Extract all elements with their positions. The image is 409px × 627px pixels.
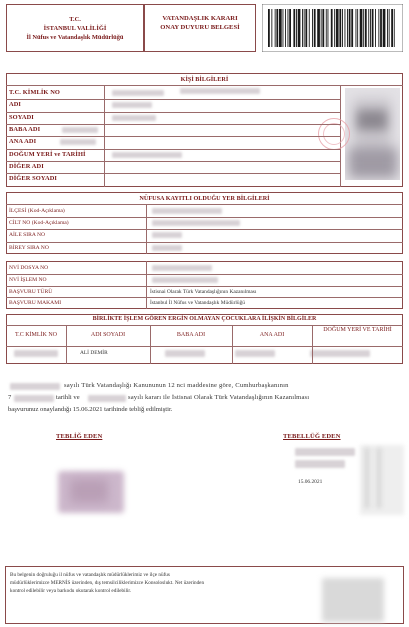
registry-label: İLÇESİ (Kod-Açıklama) bbox=[9, 208, 65, 214]
application-value: İstanbul İl Nüfus ve Vatandaşlık Müdürlüğü bbox=[150, 300, 245, 307]
registry-value-redacted bbox=[152, 208, 222, 214]
footer-line1: Bu belgenin doğruluğu il nüfus ve vatandaşlık müdürlüklerimiz ve ilçe nüfus bbox=[10, 572, 170, 578]
children-col-header: BABA ADI bbox=[176, 332, 206, 338]
personal-label: T.C. KİMLİK NO bbox=[9, 89, 60, 96]
signature-left-title: TEBLİĞ EDEN bbox=[56, 433, 103, 440]
statement-redact-3 bbox=[88, 395, 126, 402]
personal-value-redacted bbox=[180, 88, 260, 94]
statement-redact-1 bbox=[10, 383, 60, 390]
personal-value-redacted bbox=[112, 102, 152, 108]
statement-line3: başvurunuz onaylandığı 15.06.2021 tarihinde tebliğ edilmiştir. bbox=[8, 406, 173, 413]
children-col-header: DOĞUM YERİ VE TARİHİ bbox=[323, 327, 392, 333]
registry-value-redacted bbox=[152, 220, 240, 226]
personal-value-redacted bbox=[112, 115, 156, 121]
personal-value-redacted bbox=[112, 90, 164, 96]
personal-value-redacted bbox=[62, 127, 98, 133]
signature-right-name-redacted bbox=[295, 448, 355, 456]
registry-label: BİREY SIRA NO bbox=[9, 244, 49, 251]
personal-label: ANA ADI bbox=[9, 138, 37, 146]
statement-line2-c: sayılı kararı ile İstisnai Olarak Türk Vatandaşlığının Kazanılması bbox=[128, 394, 310, 401]
child-name: ALİ DEMİR bbox=[80, 350, 108, 356]
statement-line2-a: 7 bbox=[8, 394, 12, 401]
registry-label: AİLE SIRA NO bbox=[9, 232, 46, 239]
children-title: BİRLİKTE İŞLEM GÖREN ERGİN OLMAYAN ÇOCUKLARA İLİŞKİN BİLGİLER bbox=[92, 316, 317, 322]
child-tc-redacted bbox=[14, 350, 58, 357]
issuer-line1: T.C. bbox=[69, 16, 81, 23]
personal-value-redacted bbox=[112, 152, 182, 158]
application-label: NVİ İŞLEM NO bbox=[9, 276, 47, 283]
signature-right-name2-redacted bbox=[295, 460, 345, 468]
child-mother-redacted bbox=[235, 350, 275, 357]
personal-label: DİĞER ADI bbox=[9, 162, 44, 170]
footer-line3: kontrol edilebilir veya barkodu okutarak kontrol edilebilir. bbox=[10, 588, 132, 594]
registry-value-redacted bbox=[152, 245, 182, 251]
statement-line2-b: tarihli ve bbox=[56, 394, 80, 401]
registry-value-redacted bbox=[152, 232, 182, 238]
application-value: İstisnai Olarak Türk Vatandaşlığının Kazanılması bbox=[150, 288, 257, 295]
children-col-header: T.C KİMLİK NO bbox=[14, 332, 58, 338]
barcode-top bbox=[262, 4, 403, 52]
personal-label: BABA ADI bbox=[9, 125, 41, 133]
application-label: BAŞVURU MAKAMI bbox=[9, 300, 62, 307]
personal-label: DİĞER SOYADI bbox=[9, 175, 58, 183]
personal-value-redacted bbox=[60, 139, 96, 145]
child-father-redacted bbox=[165, 350, 205, 357]
children-col-header: ANA ADI bbox=[259, 332, 285, 338]
issuer-line2: İSTANBUL VALİLİĞİ bbox=[43, 25, 107, 32]
footer-barcode bbox=[322, 578, 384, 622]
personal-info-title: KİŞİ BİLGİLERİ bbox=[180, 76, 229, 83]
doc-title-line2: ONAY DUYURU BELGESİ bbox=[160, 24, 240, 31]
registry-label: CİLT NO (Kod-Açıklama) bbox=[9, 220, 69, 227]
children-col-header: ADI SOYADI bbox=[90, 332, 126, 338]
application-value-redacted bbox=[152, 277, 218, 283]
application-label: BAŞVURU TÜRÜ bbox=[9, 288, 53, 295]
issuer-line3: İl Nüfus ve Vatandaşlık Müdürlüğü bbox=[26, 34, 124, 41]
application-value-redacted bbox=[152, 265, 212, 271]
statement-line1: sayılı Türk Vatandaşlığı Kanununun 12 nci maddesine göre, Cumhurbaşkanının bbox=[64, 382, 289, 389]
personal-label: ADI bbox=[9, 101, 22, 109]
application-label: NVİ DOSYA NO bbox=[9, 265, 49, 271]
registry-info-title: NÜFUSA KAYITLI OLDUĞU YER BİLGİLERİ bbox=[139, 195, 270, 202]
statement-redact-2 bbox=[14, 395, 54, 402]
doc-title-line1: VATANDAŞLIK KARARI bbox=[162, 15, 238, 22]
signature-left-image bbox=[52, 465, 130, 520]
child-birth-redacted bbox=[310, 350, 370, 357]
signature-right-date: 15.06.2021 bbox=[298, 479, 323, 485]
signature-right-title: TEBELLÜĞ EDEN bbox=[283, 433, 341, 440]
photo bbox=[345, 88, 400, 180]
personal-label: SOYADI bbox=[9, 113, 34, 121]
personal-label: DOĞUM YERİ ve TARİHİ bbox=[9, 150, 86, 158]
footer-line2: müdürlüklerimizce MERNİS üzerinden, dış temsilciliklerimizce Konsoloslukt. Net üzerinden bbox=[10, 580, 205, 586]
